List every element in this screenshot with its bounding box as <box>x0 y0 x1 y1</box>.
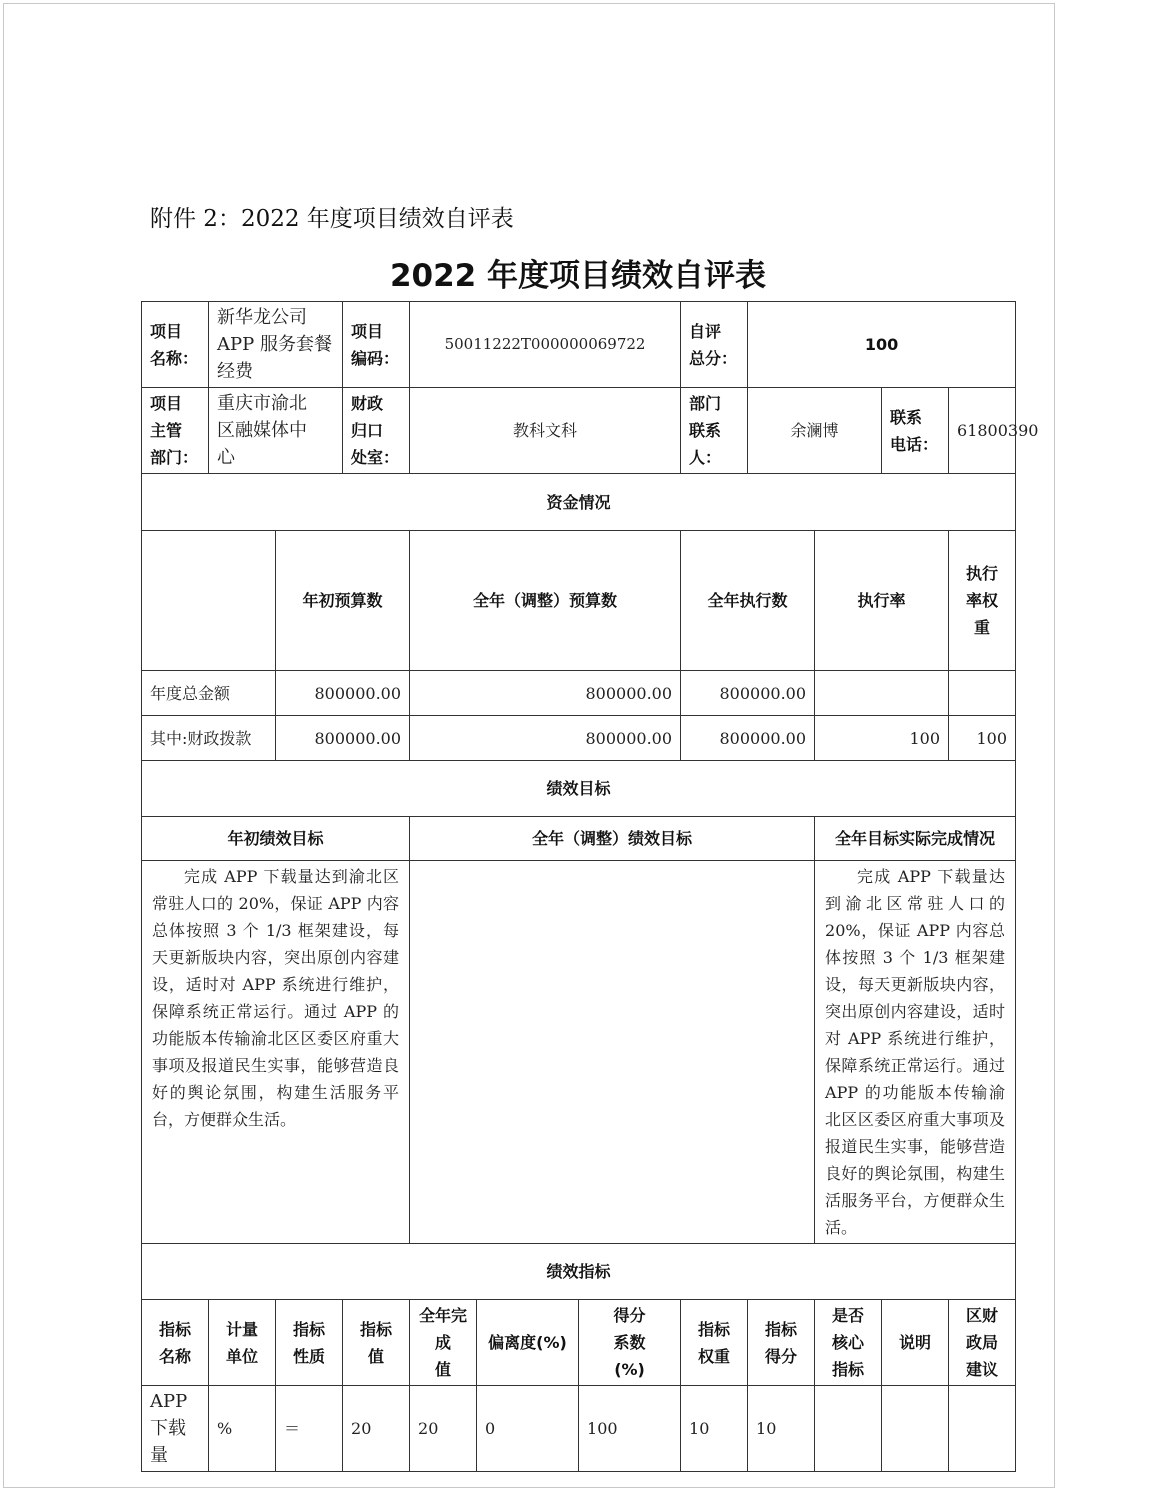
completed-value-header: 全年完成 值 <box>410 1300 477 1386</box>
goals-section-row <box>142 761 1016 817</box>
phone-label: 联系 电话： <box>882 388 949 474</box>
contact-label: 部门 联系 人： <box>681 388 748 474</box>
initial-budget-header: 年初预算数 <box>276 531 410 671</box>
deviation-header: 偏离度(%) <box>477 1300 579 1386</box>
note-header: 说明 <box>882 1300 949 1386</box>
self-score-label: 自评 总分： <box>681 302 748 388</box>
adjusted-budget-header: 全年（调整）预算数 <box>410 531 681 671</box>
unit-header: 计量 单位 <box>209 1300 276 1386</box>
indicator-coef: 100 <box>579 1386 681 1472</box>
execution-rate-header: 执行率 <box>815 531 949 671</box>
project-name-label: 项目 名称： <box>142 302 209 388</box>
indicator-score: 10 <box>748 1386 815 1472</box>
project-name: 新华龙公司 APP 服务套餐 经费 <box>209 302 343 388</box>
indicator-advice <box>949 1386 1016 1472</box>
finance-office-label: 财政 归口 处室： <box>343 388 410 474</box>
phone-number: 61800390 <box>949 388 1016 474</box>
core-indicator-header: 是否 核心 指标 <box>815 1300 882 1386</box>
rate-weight-header: 执行 率权 重 <box>949 531 1016 671</box>
department-name: 重庆市渝北 区融媒体中 心 <box>209 388 343 474</box>
adjusted-goal-header: 全年（调整）绩效目标 <box>410 817 815 861</box>
indicator-score-header: 指标 得分 <box>748 1300 815 1386</box>
indicator-nature: ＝ <box>276 1386 343 1472</box>
executed-value: 800000.00 <box>681 716 815 761</box>
advice-header: 区财 政局 建议 <box>949 1300 1016 1386</box>
indicator-name-header: 指标 名称 <box>142 1300 209 1386</box>
department-label: 项目 主管 部门： <box>142 388 209 474</box>
indicators-header-row <box>142 1300 1016 1386</box>
finance-office: 教科文科 <box>410 388 681 474</box>
funds-header-blank <box>142 531 276 671</box>
indicator-unit: % <box>209 1386 276 1472</box>
execution-rate-value <box>815 671 949 716</box>
score-coef-header: 得分 系数 (%) <box>579 1300 681 1386</box>
actual-completion-text: 完成 APP 下载量达到渝北区常驻人口的 20%，保证 APP 内容总体按照 3 个 1/3 框架建设，每天更新版块内容，突出原创内容建设，适时对 APP 系统进行维护，保障系统正常运行。通过 APP 的功能版本传输渝北区区委区府重大事项及报道民生实事，能够营造良好的舆论氛围，构建生活服务平台，方便群众生活。 <box>815 861 1016 1244</box>
execution-rate-value: 100 <box>815 716 949 761</box>
nature-header: 指标 性质 <box>276 1300 343 1386</box>
adjusted-goal-text <box>410 861 815 1244</box>
initial-budget-value: 800000.00 <box>276 716 410 761</box>
executed-header: 全年执行数 <box>681 531 815 671</box>
adjusted-budget-value: 800000.00 <box>410 671 681 716</box>
indicators-section-row <box>142 1244 1016 1300</box>
indicator-value: 20 <box>343 1386 410 1472</box>
initial-budget-value: 800000.00 <box>276 671 410 716</box>
funds-row-label: 年度总金额 <box>142 671 276 716</box>
executed-value: 800000.00 <box>681 671 815 716</box>
indicator-completed: 20 <box>410 1386 477 1472</box>
indicator-core <box>815 1386 882 1472</box>
initial-goal-text: 完成 APP 下载量达到渝北区常驻人口的 20%，保证 APP 内容总体按照 3 个 1/3 框架建设，每天更新版块内容，突出原创内容建设，适时对 APP 系统进行维护，保障系统正常运行。通过 APP 的功能版本传输渝北区区委区府重大事项及报道民生实事，能够营造良好的舆论氛围，构建生活服务平台，方便群众生活。 <box>142 861 410 1244</box>
project-code-label: 项目 编码： <box>343 302 410 388</box>
project-code: 50011222T000000069722 <box>410 302 681 388</box>
goals-section-title: 绩效目标 <box>142 761 1016 817</box>
attachment-title: 附件 2：2022 年度项目绩效自评表 <box>150 206 514 232</box>
funds-row-label: 其中:财政拨款 <box>142 716 276 761</box>
indicators-section-title: 绩效指标 <box>142 1244 1016 1300</box>
document-title: 2022 年度项目绩效自评表 <box>389 258 767 294</box>
indicator-note <box>882 1386 949 1472</box>
project-info-row <box>142 302 1016 388</box>
initial-goal-header: 年初绩效目标 <box>142 817 410 861</box>
indicator-row <box>142 1386 1016 1472</box>
indicator-value-header: 指标 值 <box>343 1300 410 1386</box>
rate-weight-value <box>949 671 1016 716</box>
funds-section-title: 资金情况 <box>142 474 1016 531</box>
department-info-row <box>142 388 1016 474</box>
indicator-weight: 10 <box>681 1386 748 1472</box>
funds-row <box>142 716 1016 761</box>
goals-header-row <box>142 817 1016 861</box>
adjusted-budget-value: 800000.00 <box>410 716 681 761</box>
indicator-name: APP 下载 量 <box>142 1386 209 1472</box>
actual-completion-header: 全年目标实际完成情况 <box>815 817 1016 861</box>
goals-content-row <box>142 861 1016 1244</box>
self-evaluation-table <box>141 301 1039 1472</box>
indicator-weight-header: 指标 权重 <box>681 1300 748 1386</box>
indicator-deviation: 0 <box>477 1386 579 1472</box>
funds-section-row <box>142 474 1016 531</box>
contact-name: 余澜博 <box>748 388 882 474</box>
self-score-value: 100 <box>748 302 1016 388</box>
funds-row <box>142 671 1016 716</box>
rate-weight-value: 100 <box>949 716 1016 761</box>
funds-header-row <box>142 531 1016 671</box>
